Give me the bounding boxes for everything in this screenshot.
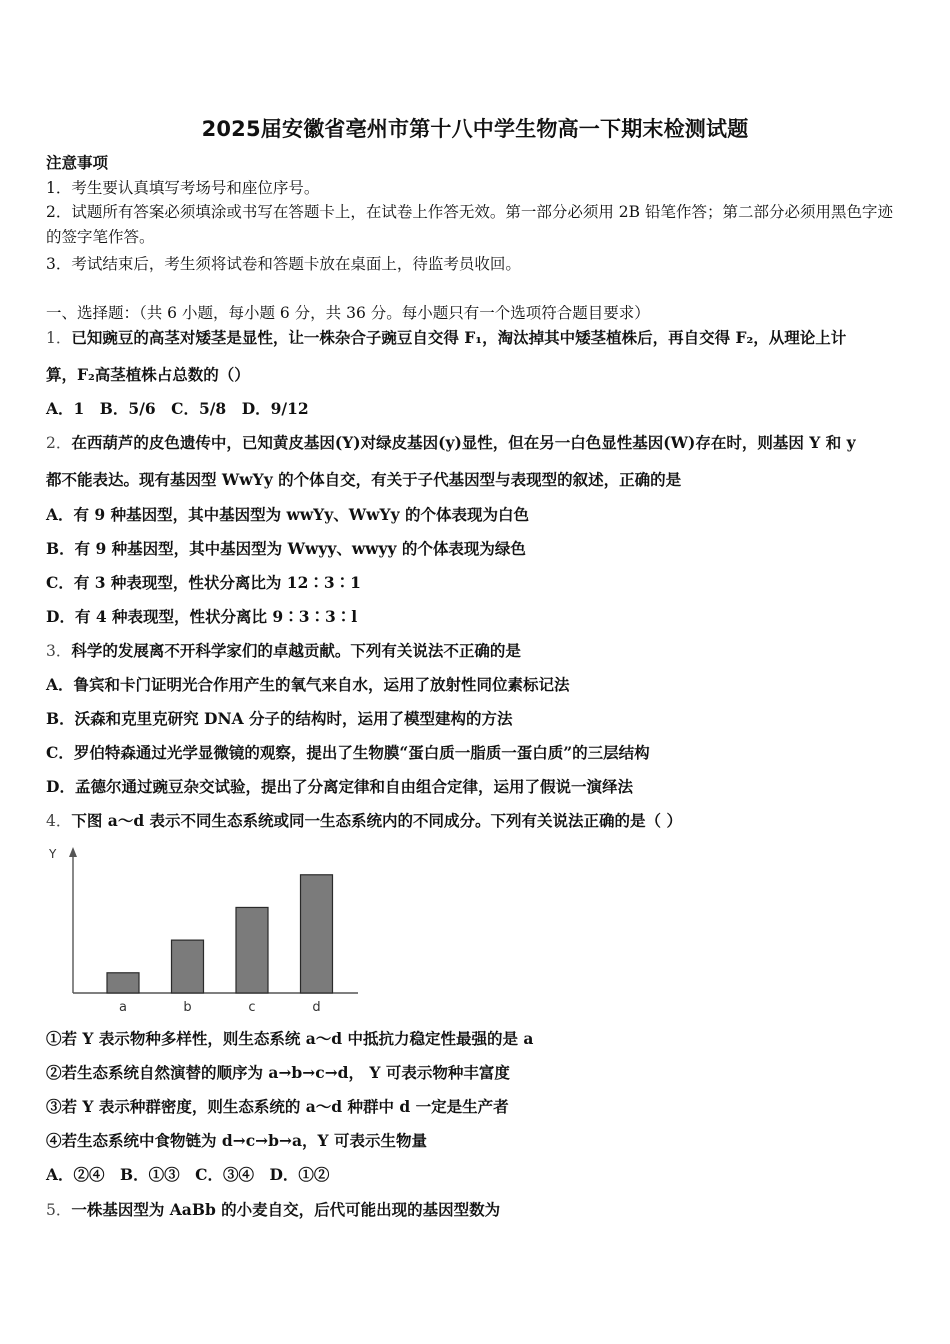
x-tick-label-b: b <box>183 1000 192 1015</box>
bar-a <box>107 973 139 993</box>
option-d: D．孟德尔通过豌豆杂交试验，提出了分离定律和自由组合定律，运用了假说一演绎法 <box>46 777 633 796</box>
exam-title: 2025届安徽省亳州市第十八中学生物高一下期末检测试题 <box>201 117 749 141</box>
question-number: 1． <box>46 329 72 347</box>
y-axis-label: Y <box>49 847 57 861</box>
question-stem: 一株基因型为 AaBb 的小麦自交，后代可能出现的基因型数为 <box>71 1200 501 1219</box>
question-number: 4． <box>46 812 72 830</box>
statement-4: ④若生态系统中食物链为 d→c→b→a，Y 可表示生物量 <box>46 1131 427 1150</box>
option-a: A．鲁宾和卡门证明光合作用产生的氧气来自水，运用了放射性同位素标记法 <box>46 675 570 694</box>
option-d: D．有 4 种表现型，性状分离比 9∶3∶3∶l <box>46 607 358 626</box>
question-2-continued: 都不能表达。现有基因型 WwYy 的个体自交，有关于子代基因型与表现型的叙述，正确的是 <box>46 470 682 489</box>
question-number: 5． <box>46 1201 72 1219</box>
question-5 <box>46 1200 910 1220</box>
question-number: 3． <box>46 642 72 660</box>
notice-item-2: 2．试题所有答案必须填涂或书写在答题卡上，在试卷上作答无效。第一部分必须用 2B 铅笔作答；第二部分必须用黑色字迹的签字笔作答。 <box>46 203 893 246</box>
bar-d <box>301 875 333 993</box>
question-3 <box>46 641 910 661</box>
question-stem: 科学的发展离不开科学家们的卓越贡献。下列有关说法不正确的是 <box>71 641 521 660</box>
option-c: C．罗伯特森通过光学显微镜的观察，提出了生物膜“蛋白质一脂质一蛋白质”的三层结构 <box>46 743 650 762</box>
question-stem: 已知豌豆的高茎对矮茎是显性，让一株杂合子豌豆自交得 F₁，淘汰掉其中矮茎植株后，再自交得 F₂，从理论上计 <box>71 328 847 347</box>
question-4 <box>46 811 910 831</box>
section-heading: 一、选择题：（共 6 小题，每小题 6 分，共 36 分。每小题只有一个选项符合题目要求） <box>46 304 650 322</box>
question-1-continued: 算，F₂高茎植株占总数的（） <box>46 365 250 384</box>
notice-item-3: 3．考试结束后，考生须将试卷和答题卡放在桌面上，待监考员收回。 <box>46 255 521 273</box>
option-c: C．有 3 种表现型，性状分离比为 12∶3∶1 <box>46 573 361 592</box>
option-b: B．沃森和克里克研究 DNA 分子的结构时，运用了模型建构的方法 <box>46 709 513 728</box>
bar-chart <box>40 843 370 1023</box>
option-a: A．有 9 种基因型，其中基因型为 wwYy、WwYy 的个体表现为白色 <box>46 505 529 524</box>
x-tick-label-d: d <box>312 1000 321 1015</box>
question-stem: 下图 a～d 表示不同生态系统或同一生态系统内的不同成分。下列有关说法正确的是（ ） <box>71 811 682 830</box>
bar-b <box>172 940 204 993</box>
question-number: 2． <box>46 434 72 452</box>
statement-1: ①若 Y 表示物种多样性，则生态系统 a～d 中抵抗力稳定性最强的是 a <box>46 1029 534 1048</box>
statement-2: ②若生态系统自然演替的顺序为 a→b→c→d， Y 可表示物种丰富度 <box>46 1063 510 1082</box>
notice-item-1: 1．考生要认真填写考场号和座位序号。 <box>46 179 320 197</box>
x-tick-label-a: a <box>119 1000 127 1015</box>
question-1 <box>46 328 910 348</box>
bar-c <box>236 907 268 993</box>
option-b: B．有 9 种基因型，其中基因型为 Wwyy、wwyy 的个体表现为绿色 <box>46 539 526 558</box>
question-stem: 在西葫芦的皮色遗传中，已知黄皮基因(Y)对绿皮基因(y)显性，但在另一白色显性基因(W)存在时，则基因 Y 和 y <box>71 433 856 452</box>
question-1-options: A．1 B．5/6 C．5/8 D．9/12 <box>46 399 309 418</box>
question-4-options: A．②④ B．①③ C．③④ D．①② <box>46 1165 330 1184</box>
y-axis-arrow-icon <box>69 847 77 857</box>
x-tick-label-c: c <box>248 1000 256 1015</box>
question-2 <box>46 433 910 453</box>
notice-heading: 注意事项 <box>46 153 109 172</box>
statement-3: ③若 Y 表示种群密度，则生态系统的 a～d 种群中 d 一定是生产者 <box>46 1097 509 1116</box>
